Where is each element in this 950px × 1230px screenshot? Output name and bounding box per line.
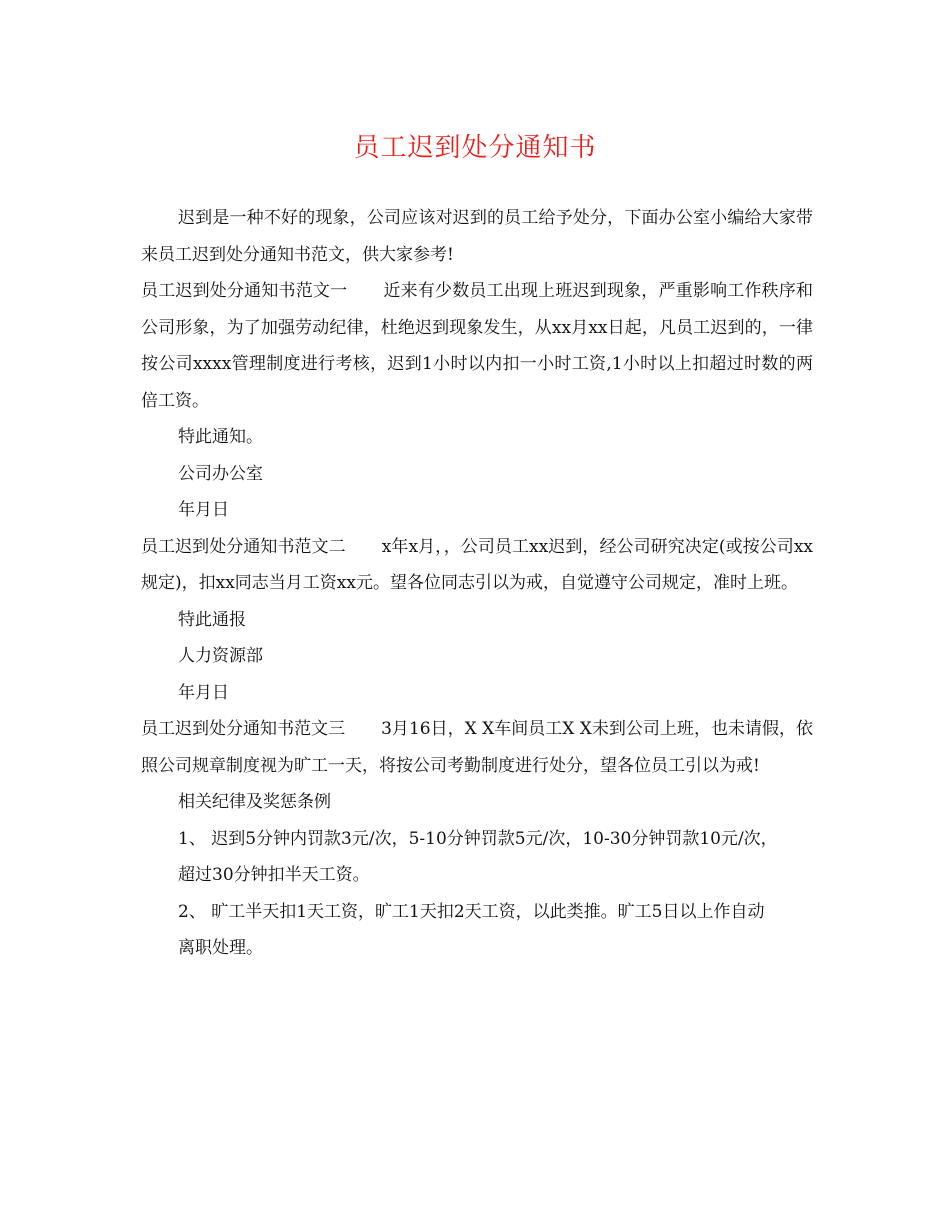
sample1-heading: 员工迟到处分通知书范文一 [141, 281, 348, 301]
sample3-paragraph [141, 711, 813, 784]
sample1-paragraph [141, 273, 813, 419]
rules-item-2: 2、 旷工半天扣1天工资，旷工1天扣2天工资，以此类推。旷工5日以上作自动 [178, 901, 765, 922]
sample2-notice: 特此通报 [178, 609, 246, 630]
document-body [141, 200, 813, 967]
sample1-body: 近来有少数员工出现上班迟到现象，严重影响工作秩序和公司形象，为了加强劳动纪律，杜绝迟到现象发生，从xx月xx日起，凡员工迟到的，一律按公司xxxx管理制度进行考核，迟到1小时以内扣一小时工资,1小时以上扣超过时数的两倍工资。 [141, 281, 814, 411]
rules-item-2-continued: 离职处理。 [178, 938, 263, 958]
sample2-heading: 员工迟到处分通知书范文二 [141, 536, 346, 557]
sample3-body: 3月16日，X X车间员工X X未到公司上班，也未请假，依照公司规章制度视为旷工一天，将按公司考勤制度进行处分，望各位员工引以为戒! [141, 719, 813, 776]
sample2-body: x年x月，，公司员工xx迟到，经公司研究决定(或按公司xx规定)，扣xx同志当月工资xx元。望各位同志引以为戒，自觉遵守公司规定，准时上班。 [141, 536, 814, 593]
sample1-date: 年月日 [178, 500, 229, 520]
document-title: 员工迟到处分通知书 [353, 133, 597, 163]
rules-heading: 相关纪律及奖惩条例 [178, 792, 331, 812]
sample1-signer: 公司办公室 [178, 463, 263, 484]
rules-item-1-continued: 超过30分钟扣半天工资。 [178, 865, 370, 885]
sample2-date: 年月日 [178, 682, 229, 703]
sample1-notice: 特此通知。 [178, 427, 263, 447]
sample2-paragraph [141, 529, 813, 602]
sample3-heading: 员工迟到处分通知书范文三 [141, 719, 346, 739]
sample2-signer: 人力资源部 [178, 646, 263, 666]
intro-paragraph: 迟到是一种不好的现象，公司应该对迟到的员工给予处分，下面办公室小编给大家带来员工迟到处分通知书范文，供大家参考! [141, 208, 813, 265]
rules-item-1: 1、 迟到5分钟内罚款3元/次，5-10分钟罚款5元/次，10-30分钟罚款10元/次， [178, 828, 778, 849]
